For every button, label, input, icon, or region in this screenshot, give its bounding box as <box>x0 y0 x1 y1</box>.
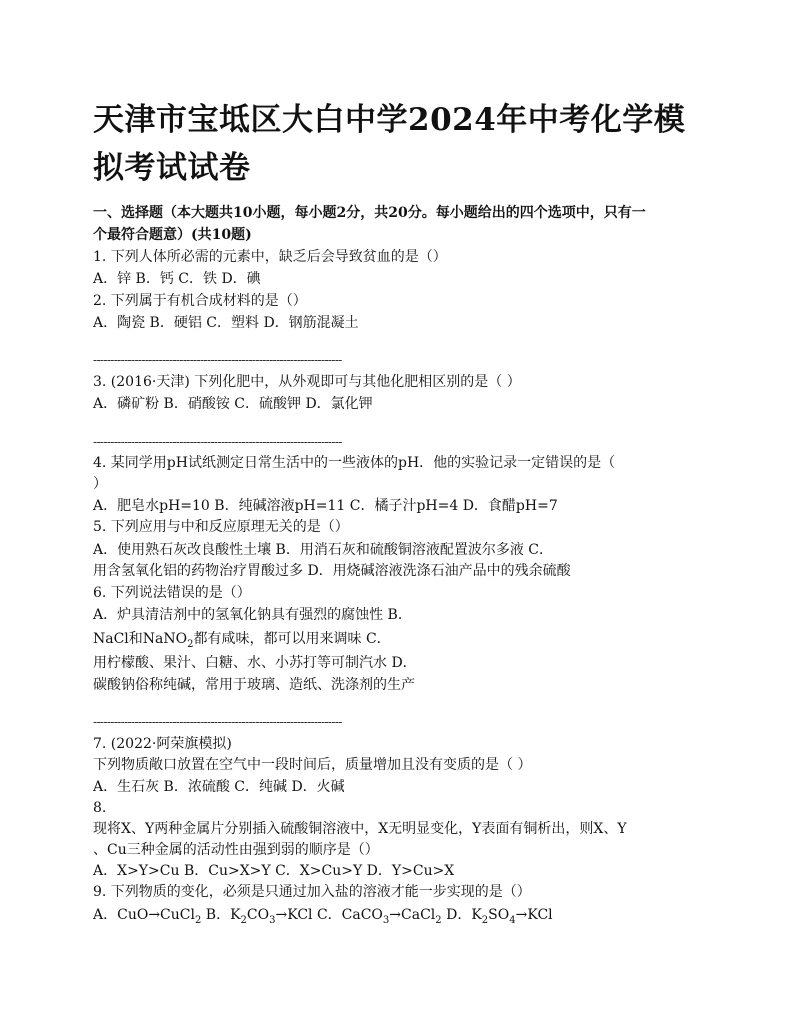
question-6-options-line-3: 用柠檬酸、果汁、白糖、水、小苏打等可制汽水 D． <box>93 655 417 671</box>
question-5-options-line-2: 用含氢氧化铝的药物治疗胃酸过多 D．用烧碱溶液洗涤石油产品中的残余硫酸 <box>93 563 571 579</box>
option-text: D．K <box>441 907 482 923</box>
option-text: B．K <box>201 907 241 923</box>
section-heading-line-1: 一、选择题（本大题共10小题，每小题2分，共20分。每小题给出的四个选项中，只有一 <box>93 205 646 221</box>
subscript: 3 <box>382 914 390 926</box>
formula-text: NaCl和NaNO <box>93 631 188 647</box>
question-6-options-line-1: A．炉具清洁剂中的氢氧化钠具有强烈的腐蚀性 B． <box>93 607 412 623</box>
subscript: 2 <box>194 914 202 926</box>
question-6-options-line-2 <box>93 629 391 649</box>
question-8-number: 8. <box>93 800 107 816</box>
question-6-options-line-4: 碳酸钠俗称纯碱，常用于玻璃、造纸、洗涤剂的生产 <box>93 677 415 693</box>
question-7-stem-line-2: 下列物质敞口放置在空气中一段时间后，质量增加且没有变质的是（ ） <box>93 757 532 773</box>
question-1-options: A．锌 B．钙 C．铁 D．碘 <box>93 271 261 287</box>
option-text: CO <box>246 907 270 923</box>
option-text: →KCl C．CaCO <box>275 907 383 923</box>
subscript: 2 <box>187 638 194 650</box>
page-title: 天津市宝坻区大白中学2024年中考化学模拟考试试卷 <box>93 102 686 186</box>
question-2-stem: 2. 下列属于有机合成材料的是（） <box>93 293 307 309</box>
option-text: →CaCl <box>389 907 436 923</box>
question-4-stem-line-1: 4. 某同学用pH试纸测定日常生活中的一些液体的pH．他的实验记录一定错误的是（ <box>93 455 616 471</box>
separator-line: ------------------------------------------------------------------------ <box>93 353 342 367</box>
subscript: 2 <box>481 914 489 926</box>
subscript: 2 <box>240 914 247 926</box>
question-3-options: A．磷矿粉 B．硝酸铵 C．硫酸钾 D．氯化钾 <box>93 396 373 412</box>
question-4-options: A．肥皂水pH=10 B．纯碱溶液pH=11 C．橘子汁pH=4 D．食醋pH=7 <box>93 498 558 514</box>
question-8-options: A．X>Y>Cu B．Cu>X>Y C．X>Cu>Y D．Y>Cu>X <box>93 863 455 879</box>
option-text: 都有咸味，都可以用来调味 C． <box>193 631 391 647</box>
question-8-stem-line-2: 、Cu三种金属的活动性由强到弱的顺序是（） <box>93 842 379 858</box>
question-2-options: A．陶瓷 B．硬铝 C．塑料 D．钢筋混凝土 <box>93 315 359 331</box>
question-6-stem: 6. 下列说法错误的是（） <box>93 585 251 601</box>
option-text: A．CuO→CuCl <box>93 907 195 923</box>
separator-line: ------------------------------------------------------------------------ <box>93 715 342 729</box>
question-9-options <box>93 905 553 925</box>
question-4-stem-line-2: ） <box>93 476 107 492</box>
subscript: 3 <box>269 914 276 926</box>
subscript: 2 <box>435 914 442 926</box>
question-1-stem: 1. 下列人体所必需的元素中，缺乏后会导致贫血的是（） <box>93 249 447 265</box>
section-heading-line-2: 个最符合题意）(共10题) <box>93 227 252 243</box>
question-5-options-line-1: A．使用熟石灰改良酸性土壤 B．用消石灰和硫酸铜溶液配置波尔多液 C． <box>93 542 554 558</box>
separator-line: ------------------------------------------------------------------------ <box>93 435 342 449</box>
question-8-stem-line-1: 现将X、Y两种金属片分别插入硫酸铜溶液中，X无明显变化，Y表面有铜析出，则X、Y <box>93 821 627 837</box>
question-9-stem: 9. 下列物质的变化，必须是只通过加入盐的溶液才能一步实现的是（） <box>93 884 531 900</box>
option-text: →KCl <box>515 907 553 923</box>
question-5-stem: 5. 下列应用与中和反应原理无关的是（） <box>93 519 349 535</box>
question-7-options: A．生石灰 B．浓硫酸 C．纯碱 D．火碱 <box>93 779 345 795</box>
option-text: SO <box>488 907 510 923</box>
subscript: 4 <box>509 914 516 926</box>
question-7-stem-line-1: 7. (2022·阿荣旗模拟) <box>93 736 232 752</box>
question-3-stem: 3. (2016·天津) 下列化肥中，从外观即可与其他化肥相区别的是（ ） <box>93 374 521 390</box>
